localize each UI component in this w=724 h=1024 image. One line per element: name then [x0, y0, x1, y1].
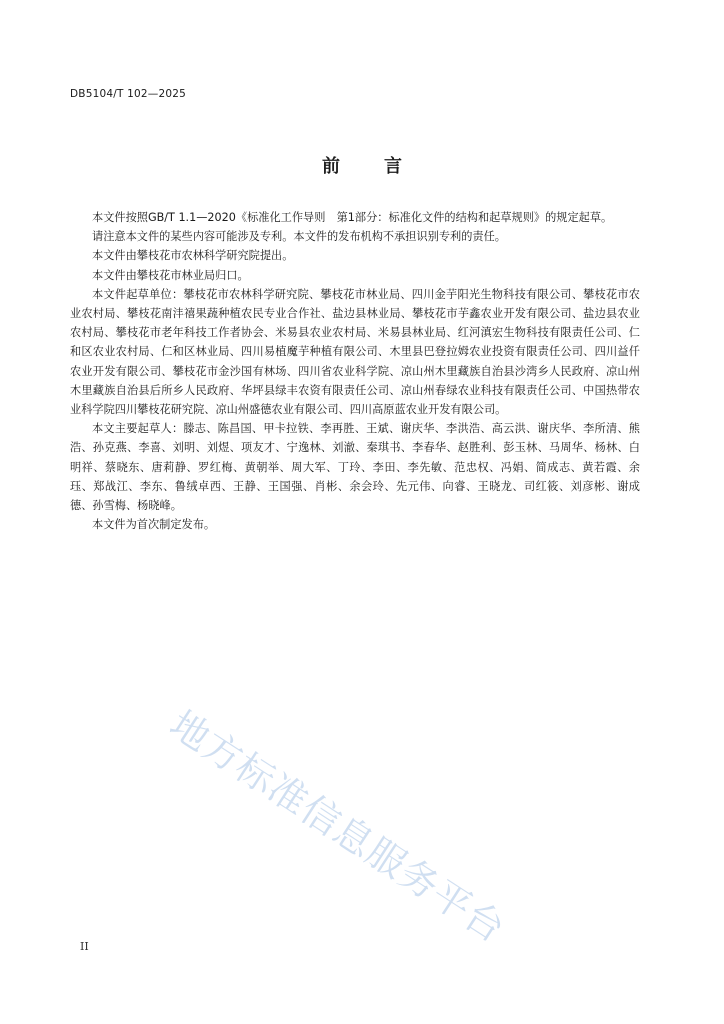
- document-code: DB5104/T 102—2025: [70, 88, 186, 100]
- foreword-body: [70, 208, 640, 534]
- paragraph-release-note: 本文件为首次制定发布。: [92, 518, 216, 532]
- paragraph-proposer: 本文件由攀枝花市农林科学研究院提出。: [92, 249, 294, 263]
- paragraph-drafters: 本文主要起草人：滕志、陈昌国、甲卡拉铁、李再胜、王斌、谢庆华、李洪浩、高云洪、谢庆华、李所清、熊浩、孙克燕、李喜、刘明、刘煜、项友才、宁逸林、刘澈、秦琪书、李春华、赵胜利、彭玉林、马周华、杨林、白明祥、蔡晓东、唐莉静、罗红梅、黄朝举、周大军、丁玲、李田、李先敏、范忠权、冯娟、简成志、黄若霞、余珏、郑战江、李东、鲁绒卓西、王静、王国强、肖彬、余会玲、先元伟、向睿、王晓龙、司红筱、刘彦彬、谢成德、孙雪梅、杨晓峰。: [70, 422, 640, 513]
- page-number: II: [80, 940, 89, 953]
- paragraph-drafting-basis: 本文件按照GB/T 1.1—2020《标准化工作导则 第1部分：标准化文件的结构和起草规则》的规定起草。: [92, 211, 613, 224]
- paragraph-drafting-units: 本文件起草单位：攀枝花市农林科学研究院、攀枝花市林业局、四川金芋阳光生物科技有限公司、攀枝花市农业农村局、攀枝花南沣禧果蔬种植农民专业合作社、盐边县林业局、攀枝花市芋鑫农业开发有限公司、盐边县农业农村局、攀枝花市老年科技工作者协会、米易县农业农村局、米易县林业局、红河滇宏生物科技有限责任公司、仁和区农业农村局、仁和区林业局、四川易植魔芋种植有限公司、木里县巴登拉姆农业投资有限责任公司、四川益仟农业开发有限公司、攀枝花市金沙国有林场、四川省农业科学院、凉山州木里藏族自治县沙湾乡人民政府、凉山州木里藏族自治县后所乡人民政府、华坪县绿丰农资有限责任公司、凉山州春绿农业科技有限责任公司、中国热带农业科学院四川攀枝花研究院、凉山州盛德农业有限公司、四川高原蓝农业开发有限公司。: [70, 287, 640, 417]
- paragraph-centralized-by: 本文件由攀枝花市林业局归口。: [92, 268, 249, 282]
- paragraph-patent-notice: 请注意本文件的某些内容可能涉及专利。本文件的发布机构不承担识别专利的责任。: [92, 230, 506, 244]
- watermark: 地方标准信息服务平台: [162, 701, 514, 952]
- page-title: 前言: [322, 156, 446, 177]
